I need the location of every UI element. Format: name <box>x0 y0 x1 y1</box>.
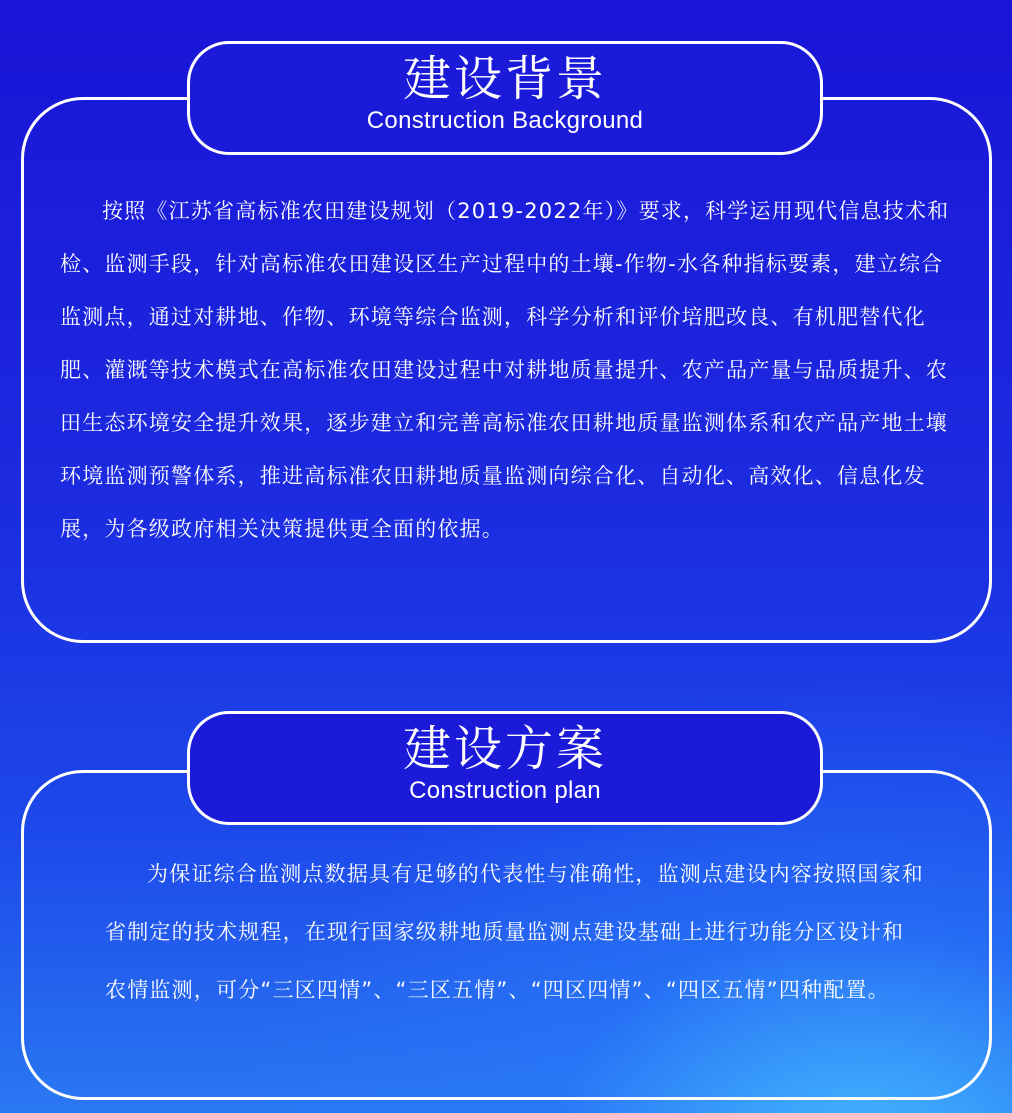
plan-title-zh: 建设方案 <box>402 721 607 777</box>
plan-title-tab <box>187 711 823 825</box>
plan-title-en: Construction plan <box>409 777 601 804</box>
background-body-text: 按照《江苏省高标准农田建设规划（2019-2022年）》要求，科学运用现代信息技术和检、监测手段，针对高标准农田建设区生产过程中的土壤-作物-水各种指标要素，建立综合监测点，通过对耕地、作物、环境等综合监测，科学分析和评价培肥改良、有机肥替代化肥、灌溉等技术模式在高标准农田建设过程中对耕地质量提升、农产品产量与品质提升、农田生态环境安全提升效果，逐步建立和完善高标准农田耕地质量监测体系和农产品产地土壤环境监测预警体系，推进高标准农田耕地质量监测向综合化、自动化、高效化、信息化发展，为各级政府相关决策提供更全面的依据。 <box>60 199 950 541</box>
background-title-zh: 建设背景 <box>402 51 607 107</box>
background-title-en: Construction Background <box>366 107 644 134</box>
background-title-tab <box>187 41 823 155</box>
plan-body-text: 为保证综合监测点数据具有足够的代表性与准确性，监测点建设内容按照国家和省制定的技术规程，在现行国家级耕地质量监测点建设基础上进行功能分区设计和农情监测，可分“三区四情”、“三区五情”、“四区四情”、“四区五情”四种配置。 <box>105 862 924 1002</box>
